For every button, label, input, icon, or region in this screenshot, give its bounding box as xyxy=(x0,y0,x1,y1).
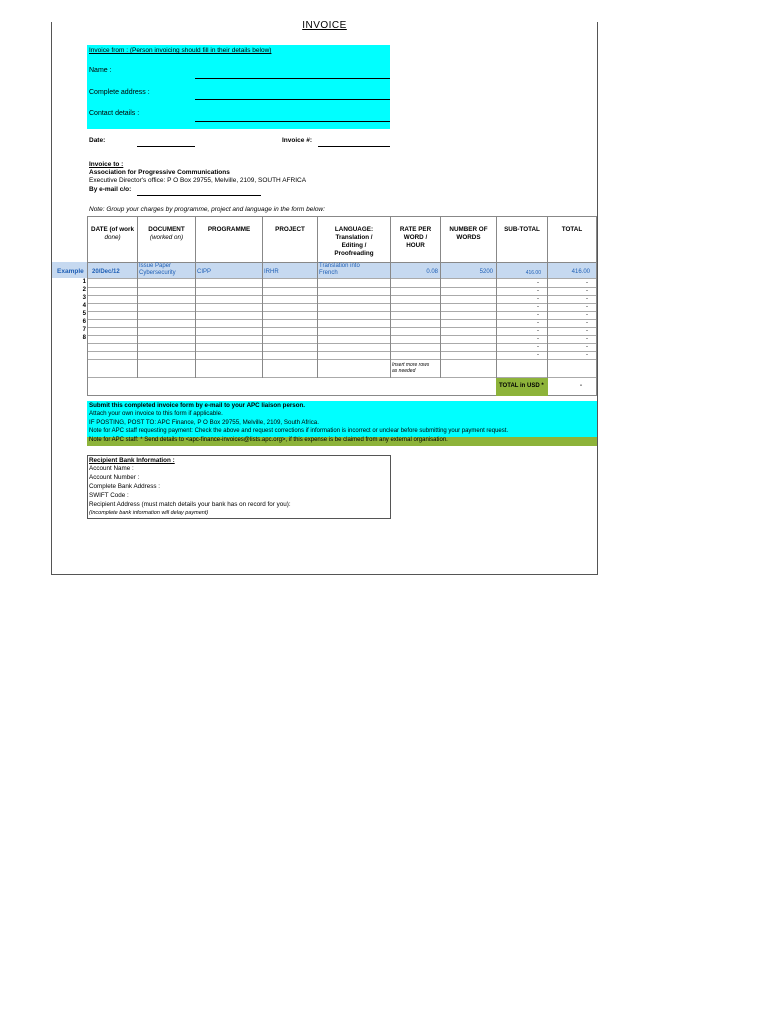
subtotal-cell: - xyxy=(537,320,539,326)
example-rate: 0.08 xyxy=(426,269,438,275)
insert-rows-note: Insert more rows as needed xyxy=(392,362,430,374)
header-words: NUMBER OF WORDS xyxy=(449,226,488,241)
subtotal-cell: - xyxy=(537,344,539,350)
invoice-to-email-label: By e-mail c/o: xyxy=(89,186,132,193)
swift-code-label: SWIFT Code : xyxy=(89,492,129,499)
bank-warning: (Incomplete bank information will delay payment) xyxy=(89,510,209,516)
instruction-staff-send: Note for APC staff: * Send details to <apc-finance-invoices@lists.apc.org>, if this expense is be claimed from any external organisation. xyxy=(89,437,448,443)
total-usd-value: - xyxy=(580,383,582,389)
subtotal-cell: - xyxy=(537,312,539,318)
subtotal-cell: - xyxy=(537,288,539,294)
bank-heading: Recipient Bank Information : xyxy=(89,457,175,464)
date-label: Date: xyxy=(89,137,106,144)
instruction-staff-check: Note for APC staff requesting payment: Check the above and request corrections if information is incorrect or unclear before submitting your payment request. xyxy=(89,428,509,434)
account-name-label: Account Name : xyxy=(89,465,134,472)
row-number: 7 xyxy=(82,327,86,333)
total-cell: - xyxy=(586,288,588,294)
header-total: TOTAL xyxy=(561,226,583,233)
total-cell: - xyxy=(586,328,588,334)
example-words: 5200 xyxy=(479,269,493,275)
header-project: PROJECT xyxy=(275,226,305,233)
total-cell: - xyxy=(586,336,588,342)
address-field[interactable] xyxy=(195,99,390,100)
col-line xyxy=(262,216,263,378)
page-border-right xyxy=(597,22,598,575)
row-number: 3 xyxy=(82,295,86,301)
subtotal-cell: - xyxy=(537,280,539,286)
header-subtotal: SUB-TOTAL xyxy=(504,226,540,233)
total-cell: - xyxy=(586,296,588,302)
email-cc-field[interactable] xyxy=(137,195,261,196)
row-number: 4 xyxy=(82,303,86,309)
contact-label: Contact details : xyxy=(89,110,140,117)
example-programme: CIPP xyxy=(197,269,212,275)
address-label: Complete address : xyxy=(89,89,150,96)
col-line xyxy=(87,216,88,396)
row-number: 6 xyxy=(82,319,86,325)
row-line xyxy=(87,278,597,279)
table-top-border xyxy=(87,216,597,217)
instruction-attach: Attach your own invoice to this form if applicable. xyxy=(89,410,223,417)
account-number-label: Account Number : xyxy=(89,474,140,481)
example-total: 416.00 xyxy=(571,269,590,275)
date-field[interactable] xyxy=(137,146,195,147)
row-number: 8 xyxy=(82,335,86,341)
row-line xyxy=(87,359,597,360)
row-number: 2 xyxy=(82,287,86,293)
header-date: DATE (of work done) xyxy=(91,226,134,241)
invoice-to-org: Association for Progressive Communications xyxy=(89,169,230,176)
example-date: 20/Dec/12 xyxy=(92,269,120,275)
total-cell: - xyxy=(586,344,588,350)
total-cell: - xyxy=(586,280,588,286)
total-cell: - xyxy=(586,312,588,318)
invoice-number-field[interactable] xyxy=(318,146,390,147)
page-border-left xyxy=(51,22,52,575)
invoice-title: INVOICE xyxy=(302,20,347,31)
invoice-number-label: Invoice #: xyxy=(282,137,312,144)
recipient-address-label: Recipient Address (must match details your bank has on record for you): xyxy=(89,501,291,508)
invoice-to-office: Executive Director's office: P O Box 29755, Melville, 2109, SOUTH AFRICA xyxy=(89,177,307,184)
header-language: LANGUAGE: Translation / Editing / Proofreading xyxy=(334,226,374,257)
header-programme: PROGRAMME xyxy=(207,226,251,233)
name-label: Name : xyxy=(89,67,112,74)
header-rate: RATE PER WORD / HOUR xyxy=(399,226,432,249)
name-field[interactable] xyxy=(195,78,390,79)
subtotal-cell: - xyxy=(537,328,539,334)
example-document-line1: Issue Paper xyxy=(139,263,172,269)
example-project: IRHR xyxy=(264,269,279,275)
subtotal-cell: - xyxy=(537,352,539,358)
subtotal-cell: - xyxy=(537,304,539,310)
example-document-line2: Cybersecurity xyxy=(139,270,176,276)
grouping-note: Note: Group your charges by programme, project and language in the form below: xyxy=(89,206,325,213)
invoice-to-heading: Invoice to : xyxy=(89,161,124,168)
instruction-posting: IF POSTING, POST TO: APC Finance, P O Box 29755, Melville, 2109, South Africa. xyxy=(89,419,319,426)
invoice-from-heading: Invoice from : (Person invoicing should fill in their details below) xyxy=(89,47,272,54)
page-border-bottom xyxy=(51,574,598,575)
col-line xyxy=(195,216,196,378)
contact-field[interactable] xyxy=(195,121,390,122)
total-cell: - xyxy=(586,320,588,326)
subtotal-cell: - xyxy=(537,336,539,342)
subtotal-cell: - xyxy=(537,296,539,302)
total-cell: - xyxy=(586,352,588,358)
row-number: 5 xyxy=(82,311,86,317)
example-subtotal: 416.00 xyxy=(525,270,541,276)
header-document: DOCUMENT (worked on) xyxy=(148,226,185,241)
row-number: 1 xyxy=(82,279,86,285)
example-language-line2: French xyxy=(319,270,338,276)
instruction-submit: Submit this completed invoice form by e-mail to your APC liaison person. xyxy=(89,402,306,409)
example-label: Example xyxy=(57,268,84,275)
example-language-line1: Translation into xyxy=(319,263,360,269)
bank-address-label: Complete Bank Address : xyxy=(89,483,161,490)
total-usd-label: TOTAL in USD * xyxy=(499,383,544,389)
total-cell: - xyxy=(586,304,588,310)
col-line xyxy=(596,216,597,396)
